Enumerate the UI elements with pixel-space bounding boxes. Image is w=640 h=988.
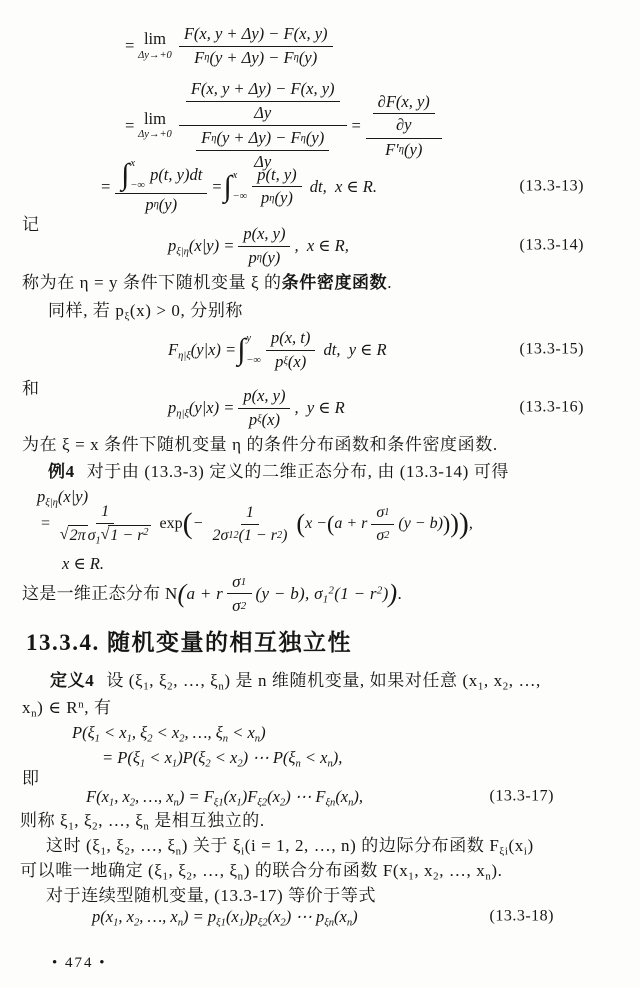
lim-word: lim xyxy=(143,29,166,49)
radical-sign: √ xyxy=(59,526,69,543)
paragraph-chengwei xyxy=(0,272,640,294)
probability-line-2 xyxy=(0,747,640,768)
integral-lower-limit: −∞ xyxy=(232,191,248,203)
radicand: $1 - r^2$ xyxy=(110,526,149,544)
definition-label: 定义4 xyxy=(50,671,95,690)
fraction-denominator: Δy xyxy=(254,102,272,122)
close-paren: ) xyxy=(442,511,451,536)
equation-text: = $P(\xi_1 < x_1)P(\xi_2 < x_2)$ ⋯ $P(\xi_n < x_n)$, xyxy=(102,748,343,770)
paragraph-example-4 xyxy=(0,461,640,483)
paragraph-text: 这是一维正态分布 N xyxy=(22,583,178,603)
fraction-denominator: p η (y) xyxy=(261,188,293,208)
paragraph-text: 记 xyxy=(22,215,40,234)
equals-sign: = xyxy=(211,177,223,197)
sigma-term: $\sigma_1$ xyxy=(87,526,101,546)
fraction-denominator: σ 2 xyxy=(232,596,247,616)
fraction-denominator: ∂y xyxy=(395,115,412,135)
integral xyxy=(121,158,145,192)
paragraph-text: 这时 ($\xi_1$, $\xi_2$, …, $\xi_n$) 关于 $\xi_i(i = 1$, 2, …, n) 的边际分布函数 $F_{\xi i}(x_i)$ xyxy=(46,836,534,858)
exp-operator: exp xyxy=(159,514,183,532)
equation-13-3-15 xyxy=(0,328,640,372)
fraction xyxy=(373,92,435,136)
equals-sign: = xyxy=(40,514,51,532)
fraction-denominator: p ξ (x) xyxy=(275,351,307,371)
probability-line-1 xyxy=(0,722,640,743)
x-minus-term: x − xyxy=(305,514,327,532)
equation-text: $P(\xi_1 < x_1$, $\xi_2 < x_2$, …, $\xi_n < x_n$) xyxy=(72,723,266,745)
integral-sign: ∫ xyxy=(237,333,246,367)
equation-tail: , y ∈ R xyxy=(294,398,345,418)
fraction xyxy=(252,165,301,209)
example-label: 例4 xyxy=(48,462,75,481)
paragraph-text: 称为在 η = y 条件下随机变量 ξ 的 xyxy=(22,273,282,292)
paragraph-zheshi xyxy=(0,835,640,857)
close-paren: ) xyxy=(388,578,398,608)
integral-fraction xyxy=(115,158,207,216)
paragraph-duiyu xyxy=(0,885,640,907)
fraction-numerator: 1 xyxy=(241,503,259,525)
equation-text: $p(x_1$, $x_2$, …, $x_n) = p_{\xi 1}(x_1)p_{\xi 2}(x_2)$ ⋯ $p_{\xi n}(x_n)$ xyxy=(92,907,358,929)
lim-subscript: Δy→+0 xyxy=(138,49,172,61)
limit-operator xyxy=(138,108,172,141)
fraction xyxy=(179,24,333,68)
y-minus-b-term: (y − b) xyxy=(398,514,443,532)
integral-lower-limit: −∞ xyxy=(246,354,261,366)
definition-4-line-2 xyxy=(0,697,640,719)
integral xyxy=(223,170,247,204)
domain-text: x ∈ R. xyxy=(62,554,104,573)
integrand: p(t, y)dt xyxy=(145,164,203,184)
close-paren: ) xyxy=(458,507,469,540)
paragraph-text: 为在 ξ = x 条件下随机变量 η 的条件分布函数和条件密度函数. xyxy=(22,435,498,454)
fraction-numerator: F η (y + Δy) − F η (y) xyxy=(196,128,329,151)
sigma-ratio-fraction xyxy=(371,503,394,546)
section-heading-text: 13.3.4. 随机变量的相互独立性 xyxy=(26,630,352,655)
equals-sign: = xyxy=(124,36,136,56)
fraction-numerator: p(x, t) xyxy=(266,328,315,351)
paragraph-tongyang xyxy=(0,300,640,322)
section-heading xyxy=(0,628,640,658)
paragraph-text: 则称 $\xi_1$, $\xi_2$, …, $\xi_n$ 是相互独立的. xyxy=(20,811,265,833)
fraction-denominator: 2σ 1 2 (1 − r 2 ) xyxy=(212,526,288,544)
equation-text: $F(x_1$, $x_2$, …, $x_n) = F_{\xi 1}(x_1)F_{\xi 2}(x_2)$ ⋯ $F_{\xi n}(x_n)$, xyxy=(86,787,364,809)
integral-sign: ∫ xyxy=(121,158,130,191)
page-footer xyxy=(0,951,640,974)
fraction-denominator: p η (y) xyxy=(145,195,178,214)
conclusion-line xyxy=(0,571,640,617)
equation-number: (13.3-18) xyxy=(489,907,554,925)
equation-number: (13.3-15) xyxy=(519,340,584,358)
a-plus-term: a + r xyxy=(186,583,224,603)
definition-4-line-1 xyxy=(0,670,640,692)
fraction xyxy=(238,386,290,430)
square-root xyxy=(101,525,151,546)
open-paren: ( xyxy=(326,511,335,536)
integral-lower-limit: −∞ xyxy=(130,179,145,191)
equation-number: (13.3-14) xyxy=(519,236,584,254)
minus-sign: − xyxy=(192,514,204,532)
equation-13-3-14 xyxy=(0,224,640,268)
open-paren: ( xyxy=(182,507,193,540)
open-paren: ( xyxy=(296,509,306,538)
paragraph-weizai xyxy=(0,434,640,456)
equation-lhs: $F_{\eta|\xi}(y|x)$ = xyxy=(168,340,237,362)
fraction-numerator: F(x, y + Δy) − F(x, y) xyxy=(186,79,340,102)
close-paren: ) xyxy=(450,509,459,538)
fraction-numerator: p(x, y) xyxy=(238,386,290,409)
comma: , xyxy=(468,514,473,532)
limit-operator xyxy=(138,31,172,61)
fraction-numerator: σ 1 xyxy=(371,503,394,525)
paragraph-text: 同样, 若 $p_\xi(x) > 0$, 分别称 xyxy=(48,301,244,323)
fraction-denominator: F′ η (y) xyxy=(385,140,423,160)
paragraph-text: 可以唯一地确定 ($\xi_1$, $\xi_2$, …, $\xi_n$) 的联合分布函数 $F(x_1$, $x_2$, …, $x_n$). xyxy=(20,861,503,883)
fraction xyxy=(266,328,315,372)
fraction-numerator: 1 xyxy=(96,502,114,524)
paragraph-text: 对于连续型随机变量, (13.3-17) 等价于等式 xyxy=(46,886,377,905)
paragraph-text: 即 xyxy=(22,769,40,788)
fraction xyxy=(238,224,290,268)
equation-tail: dt, x ∈ R. xyxy=(305,177,377,197)
integral-sign: ∫ xyxy=(223,169,232,203)
equation-lhs: $p_{\eta|\xi}(y|x)$ = xyxy=(168,398,235,420)
equals-sign: = xyxy=(124,116,136,136)
derivation-line-3 xyxy=(0,158,640,216)
integral-upper-limit: y xyxy=(246,333,252,345)
lim-word: lim xyxy=(143,108,166,128)
equals-sign: = xyxy=(100,177,112,197)
bold-term: 条件密度函数 xyxy=(281,273,388,292)
fraction-denominator: F η (y + Δy) − F η (y) xyxy=(194,47,318,67)
radical-sign: √ xyxy=(100,526,110,543)
paragraph-text: 和 xyxy=(22,379,40,398)
fraction-numerator: F(x, y + Δy) − F(x, y) xyxy=(179,24,333,47)
equation-number: (13.3-13) xyxy=(519,177,584,195)
fraction-denominator: σ 2 xyxy=(376,526,390,544)
sigma-ratio-fraction xyxy=(227,571,251,617)
open-paren: ( xyxy=(177,578,187,608)
equation-number: (13.3-17) xyxy=(489,787,554,805)
period: . xyxy=(397,583,403,603)
equals-sign: = xyxy=(350,116,362,136)
fraction xyxy=(186,79,340,123)
square-root xyxy=(60,525,88,546)
equation-13-3-17 xyxy=(0,786,640,807)
fraction-denominator: p η (y) xyxy=(248,247,281,267)
fraction-denominator: p ξ (x) xyxy=(248,409,280,429)
fraction-numerator: p(x, y) xyxy=(238,224,290,247)
paragraph-zecheng xyxy=(0,810,640,832)
partial-derivative-fraction xyxy=(366,91,442,161)
radicand: 2π xyxy=(69,527,86,544)
example-formula-line xyxy=(0,502,640,546)
equation-13-3-16 xyxy=(0,386,640,430)
coefficient-fraction xyxy=(55,502,156,546)
lim-subscript: Δy→+0 xyxy=(138,129,172,141)
exponent-fraction xyxy=(207,503,292,546)
paragraph-keyi xyxy=(0,860,640,882)
page-number: • 474 • xyxy=(52,955,107,971)
fraction-numerator: σ 1 xyxy=(227,571,251,594)
equation-number: (13.3-16) xyxy=(519,398,584,416)
equation-tail: dt, y ∈ R xyxy=(319,340,387,360)
a-plus-term: a + r xyxy=(334,514,368,532)
normal-distribution-params: (y − b), $\sigma_1^2(1 - r^2)$ xyxy=(255,583,389,606)
equation-lhs: $p_{\xi|\eta}(x|y)$ xyxy=(37,487,89,509)
fraction-denominator: Δy xyxy=(254,151,272,171)
integral-upper-limit: x xyxy=(232,169,238,181)
equation-tail: , x ∈ R, xyxy=(294,236,349,256)
derivation-line-1 xyxy=(0,24,640,68)
integral xyxy=(237,333,261,367)
paragraph-text: $x_n$) ∈ $R^n$, 有 xyxy=(22,698,112,720)
paragraph-text: 对于由 (13.3-3) 定义的二维正态分布, 由 (13.3-14) 可得 xyxy=(86,462,509,481)
equation-13-3-18 xyxy=(0,906,640,927)
paragraph-text: . xyxy=(387,273,393,292)
fraction-numerator: p(t, y) xyxy=(252,165,301,188)
integral-upper-limit: x xyxy=(130,158,136,169)
fraction-numerator: ∂F(x, y) xyxy=(373,92,435,115)
paragraph-text: 设 ($\xi_1$, $\xi_2$, …, $\xi_n$) 是 n 维随机变量, 如果对任意 ($x_1$, $x_2$, …, xyxy=(106,671,541,693)
equation-lhs: $p_{\xi|\eta}(x|y)$ = xyxy=(168,236,235,258)
